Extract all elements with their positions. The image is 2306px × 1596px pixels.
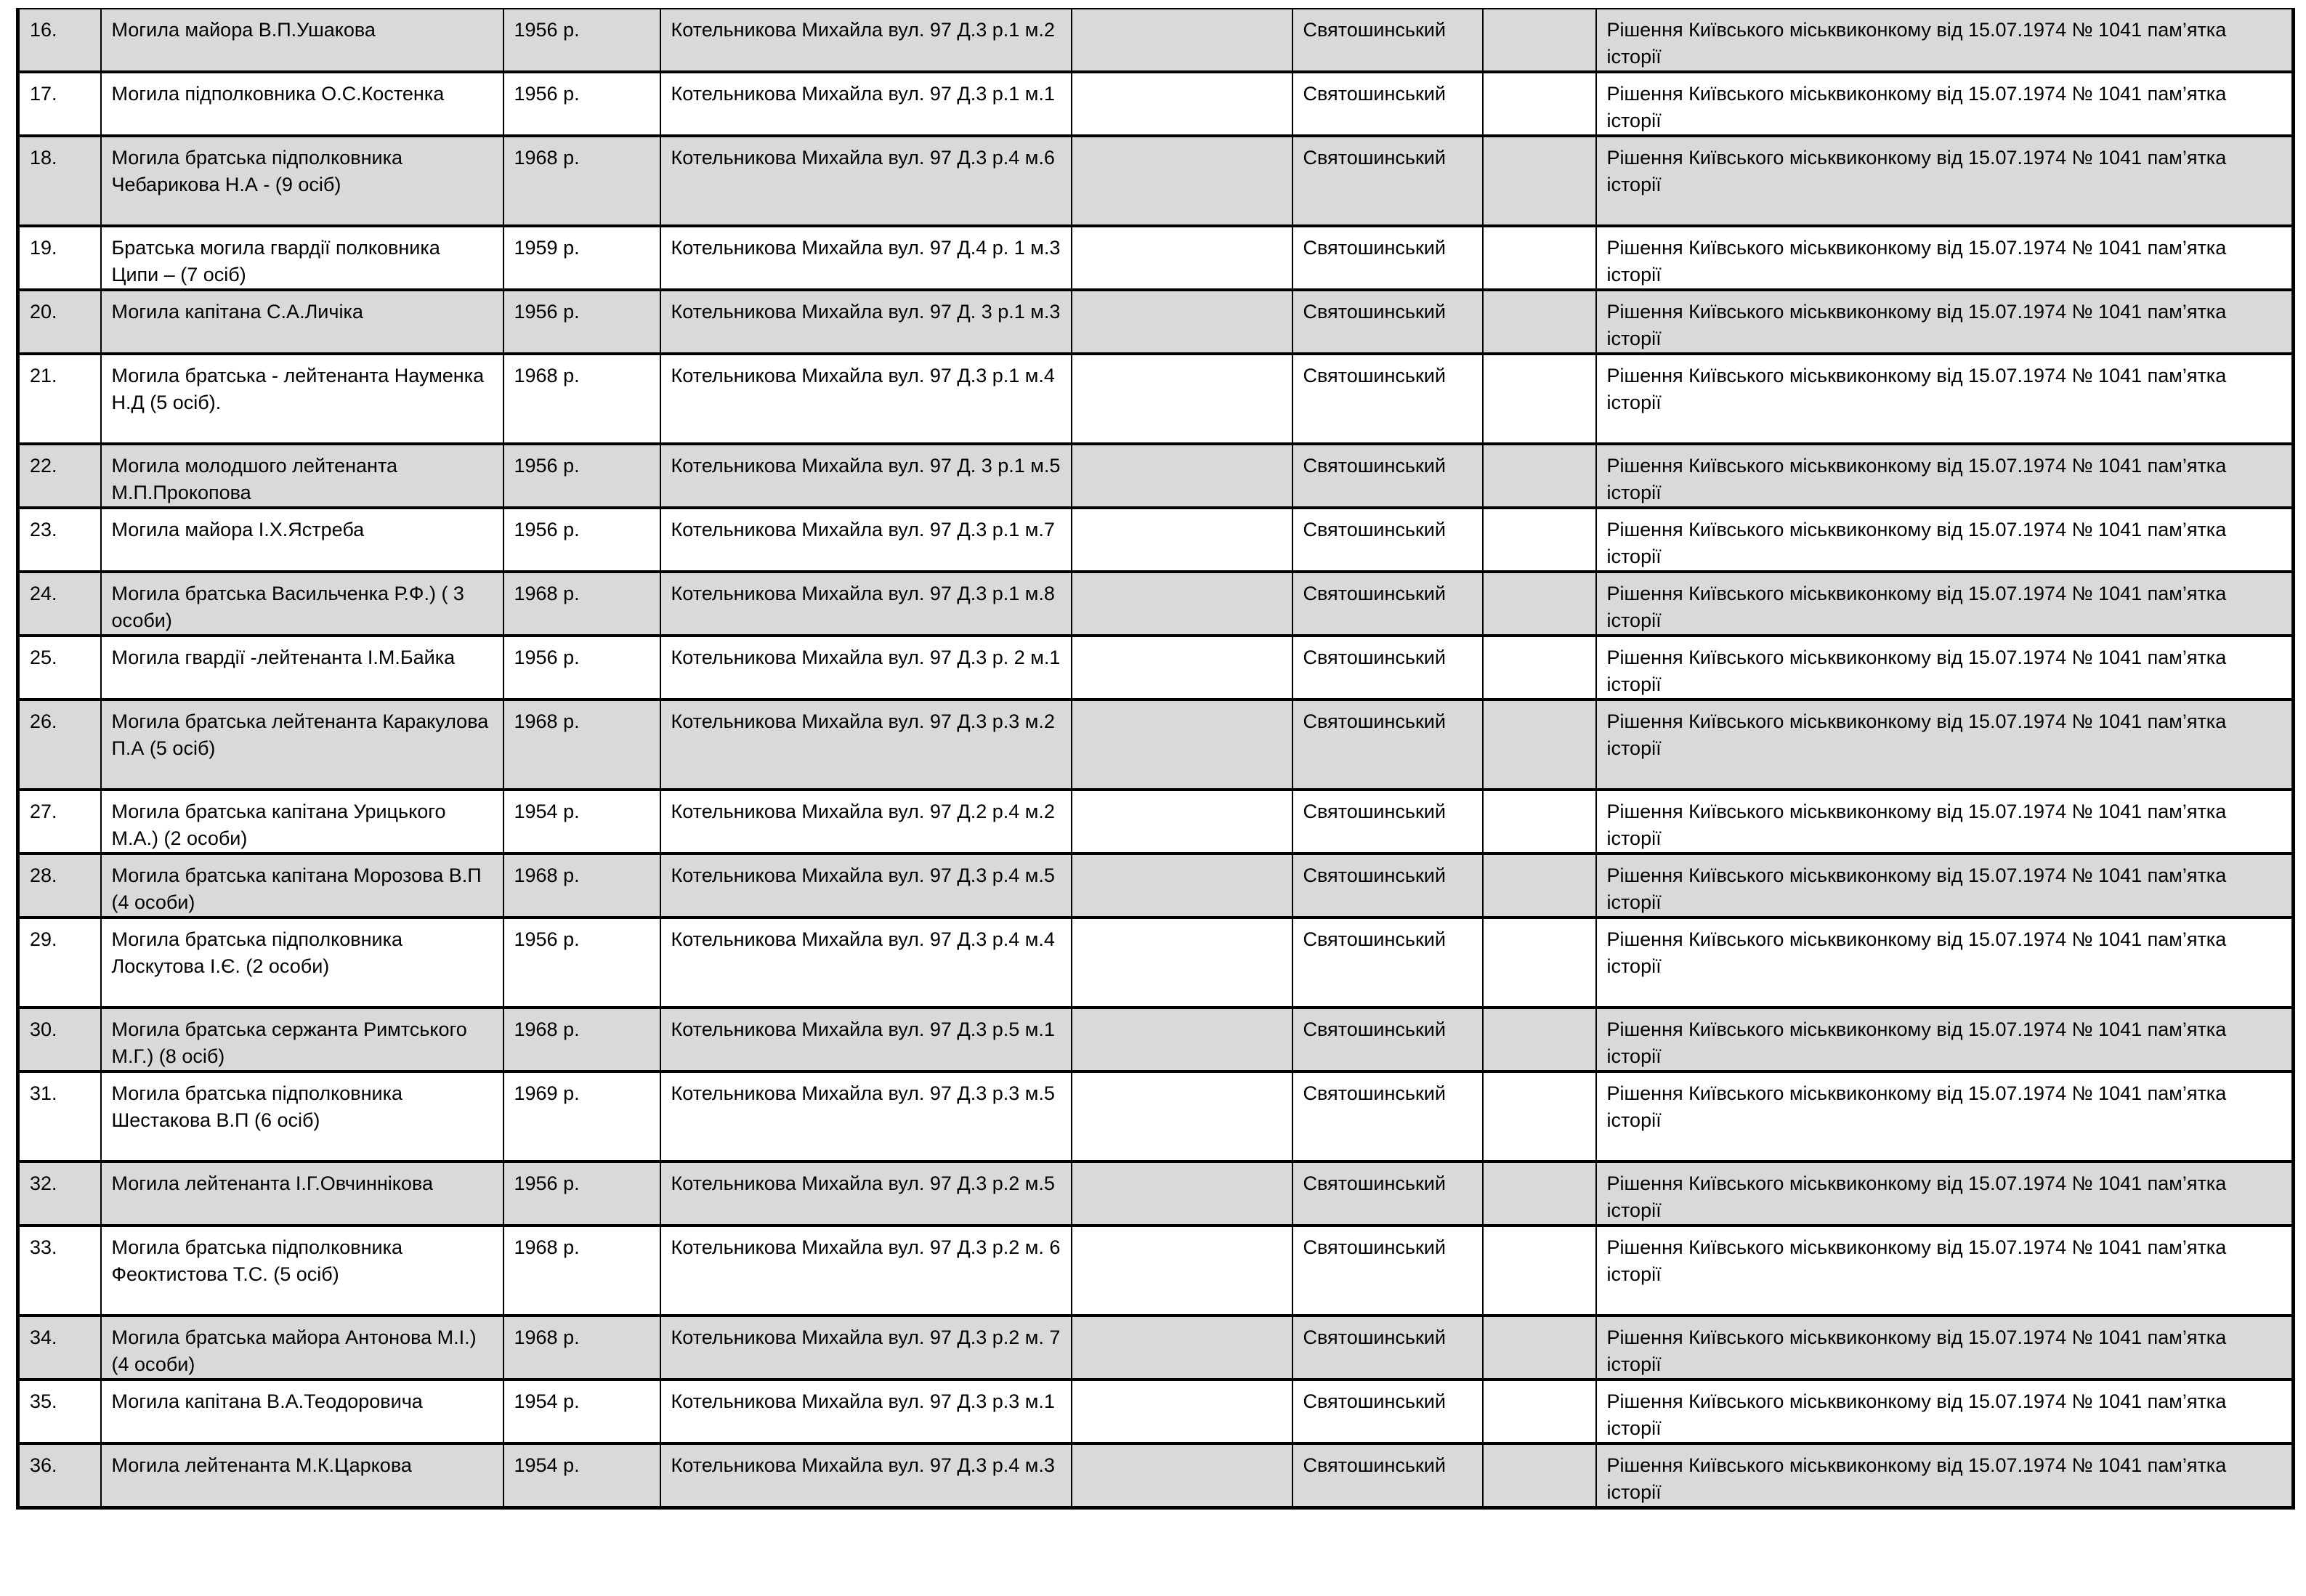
address-cell: Котельникова Михайла вул. 97 Д.3 р.4 м.5	[660, 854, 1072, 918]
empty-cell-cell	[1072, 700, 1292, 790]
empty-cell-cell	[1483, 226, 1596, 290]
document-page	[16, 8, 2291, 1510]
monument-name-cell: Братська могила гвардії полковника Ципи – (7 осіб)	[101, 226, 503, 290]
protection-document-cell: Рішення Київського міськвиконкому від 15.07.1974 № 1041 пам’ятка історії	[1596, 1072, 2294, 1162]
empty-cell-cell	[1483, 1316, 1596, 1380]
row-number-cell: 20.	[18, 290, 101, 354]
address-cell: Котельникова Михайла вул. 97 Д.3 р.3 м.5	[660, 1072, 1072, 1162]
row-number-cell: 24.	[18, 572, 101, 636]
row-number-cell: 30.	[18, 1008, 101, 1072]
empty-cell-cell	[1072, 918, 1292, 1008]
district-cell: Святошинський	[1292, 1380, 1483, 1443]
year-cell: 1968 р.	[503, 854, 660, 918]
protection-document-cell: Рішення Київського міськвиконкому від 15.07.1974 № 1041 пам’ятка історії	[1596, 1443, 2294, 1508]
year-cell: 1956 р.	[503, 9, 660, 72]
empty-cell-cell	[1072, 854, 1292, 918]
empty-cell-cell	[1072, 226, 1292, 290]
address-cell: Котельникова Михайла вул. 97 Д. 3 р.1 м.3	[660, 290, 1072, 354]
address-cell: Котельникова Михайла вул. 97 Д.4 р. 1 м.3	[660, 226, 1072, 290]
protection-document-cell: Рішення Київського міськвиконкому від 15.07.1974 № 1041 пам’ятка історії	[1596, 790, 2294, 854]
empty-cell-cell	[1072, 290, 1292, 354]
row-number-cell: 28.	[18, 854, 101, 918]
empty-cell-cell	[1072, 1226, 1292, 1316]
address-cell: Котельникова Михайла вул. 97 Д.3 р.1 м.2	[660, 9, 1072, 72]
table-row	[18, 572, 2294, 636]
empty-cell-cell	[1072, 1443, 1292, 1508]
table-row	[18, 136, 2294, 226]
address-cell: Котельникова Михайла вул. 97 Д.3 р.3 м.1	[660, 1380, 1072, 1443]
district-cell: Святошинський	[1292, 290, 1483, 354]
row-number-cell: 35.	[18, 1380, 101, 1443]
district-cell: Святошинський	[1292, 700, 1483, 790]
row-number-cell: 33.	[18, 1226, 101, 1316]
empty-cell-cell	[1072, 572, 1292, 636]
year-cell: 1968 р.	[503, 136, 660, 226]
monument-name-cell: Могила капітана С.А.Личіка	[101, 290, 503, 354]
district-cell: Святошинський	[1292, 790, 1483, 854]
address-cell: Котельникова Михайла вул. 97 Д.3 р.1 м.1	[660, 72, 1072, 136]
monument-name-cell: Могила молодшого лейтенанта М.П.Прокопова	[101, 444, 503, 508]
empty-cell-cell	[1483, 1226, 1596, 1316]
district-cell: Святошинський	[1292, 1443, 1483, 1508]
table-row	[18, 354, 2294, 444]
monument-name-cell: Могила братська підполковника Чебарикова Н.А - (9 осіб)	[101, 136, 503, 226]
table-row	[18, 1316, 2294, 1380]
empty-cell-cell	[1072, 1162, 1292, 1226]
empty-cell-cell	[1483, 444, 1596, 508]
monument-name-cell: Могила лейтенанта І.Г.Овчиннікова	[101, 1162, 503, 1226]
table-row	[18, 9, 2294, 72]
protection-document-cell: Рішення Київського міськвиконкому від 15.07.1974 № 1041 пам’ятка історії	[1596, 1008, 2294, 1072]
year-cell: 1954 р.	[503, 1443, 660, 1508]
year-cell: 1954 р.	[503, 790, 660, 854]
year-cell: 1969 р.	[503, 1072, 660, 1162]
empty-cell-cell	[1483, 854, 1596, 918]
protection-document-cell: Рішення Київського міськвиконкому від 15.07.1974 № 1041 пам’ятка історії	[1596, 226, 2294, 290]
address-cell: Котельникова Михайла вул. 97 Д.3 р.4 м.6	[660, 136, 1072, 226]
year-cell: 1968 р.	[503, 1316, 660, 1380]
protection-document-cell: Рішення Київського міськвиконкому від 15.07.1974 № 1041 пам’ятка історії	[1596, 354, 2294, 444]
address-cell: Котельникова Михайла вул. 97 Д.3 р.2 м.5	[660, 1162, 1072, 1226]
row-number-cell: 29.	[18, 918, 101, 1008]
empty-cell-cell	[1072, 1008, 1292, 1072]
district-cell: Святошинський	[1292, 9, 1483, 72]
monument-name-cell: Могила братська лейтенанта Каракулова П.А (5 осіб)	[101, 700, 503, 790]
row-number-cell: 21.	[18, 354, 101, 444]
year-cell: 1954 р.	[503, 1380, 660, 1443]
empty-cell-cell	[1072, 354, 1292, 444]
protection-document-cell: Рішення Київського міськвиконкому від 15.07.1974 № 1041 пам’ятка історії	[1596, 854, 2294, 918]
monument-name-cell: Могила братська капітана Урицького М.А.) (2 особи)	[101, 790, 503, 854]
empty-cell-cell	[1483, 136, 1596, 226]
year-cell: 1968 р.	[503, 700, 660, 790]
district-cell: Святошинський	[1292, 136, 1483, 226]
row-number-cell: 25.	[18, 636, 101, 700]
monument-name-cell: Могила лейтенанта М.К.Царкова	[101, 1443, 503, 1508]
district-cell: Святошинський	[1292, 226, 1483, 290]
year-cell: 1968 р.	[503, 354, 660, 444]
table-row	[18, 1380, 2294, 1443]
protection-document-cell: Рішення Київського міськвиконкому від 15.07.1974 № 1041 пам’ятка історії	[1596, 136, 2294, 226]
monument-name-cell: Могила майора В.П.Ушакова	[101, 9, 503, 72]
table-row	[18, 226, 2294, 290]
row-number-cell: 36.	[18, 1443, 101, 1508]
monument-name-cell: Могила гвардії -лейтенанта І.М.Байка	[101, 636, 503, 700]
table-body	[18, 9, 2294, 1508]
empty-cell-cell	[1483, 636, 1596, 700]
protection-document-cell: Рішення Київського міськвиконкому від 15.07.1974 № 1041 пам’ятка історії	[1596, 700, 2294, 790]
address-cell: Котельникова Михайла вул. 97 Д.3 р.2 м. 7	[660, 1316, 1072, 1380]
empty-cell-cell	[1072, 790, 1292, 854]
empty-cell-cell	[1072, 136, 1292, 226]
row-number-cell: 16.	[18, 9, 101, 72]
district-cell: Святошинський	[1292, 572, 1483, 636]
empty-cell-cell	[1072, 636, 1292, 700]
protection-document-cell: Рішення Київського міськвиконкому від 15.07.1974 № 1041 пам’ятка історії	[1596, 1162, 2294, 1226]
table-row	[18, 1008, 2294, 1072]
district-cell: Святошинський	[1292, 72, 1483, 136]
protection-document-cell: Рішення Київського міськвиконкому від 15.07.1974 № 1041 пам’ятка історії	[1596, 1226, 2294, 1316]
protection-document-cell: Рішення Київського міськвиконкому від 15.07.1974 № 1041 пам’ятка історії	[1596, 1316, 2294, 1380]
empty-cell-cell	[1483, 700, 1596, 790]
row-number-cell: 32.	[18, 1162, 101, 1226]
monument-name-cell: Могила братська підполковника Лоскутова І.Є. (2 особи)	[101, 918, 503, 1008]
address-cell: Котельникова Михайла вул. 97 Д.3 р.1 м.4	[660, 354, 1072, 444]
address-cell: Котельникова Михайла вул. 97 Д.3 р.1 м.7	[660, 508, 1072, 572]
empty-cell-cell	[1072, 1316, 1292, 1380]
address-cell: Котельникова Михайла вул. 97 Д.3 р.2 м. 6	[660, 1226, 1072, 1316]
district-cell: Святошинський	[1292, 918, 1483, 1008]
address-cell: Котельникова Михайла вул. 97 Д.3 р.4 м.4	[660, 918, 1072, 1008]
address-cell: Котельникова Михайла вул. 97 Д.3 р.4 м.3	[660, 1443, 1072, 1508]
row-number-cell: 17.	[18, 72, 101, 136]
row-number-cell: 31.	[18, 1072, 101, 1162]
address-cell: Котельникова Михайла вул. 97 Д.3 р. 2 м.1	[660, 636, 1072, 700]
table-row	[18, 1226, 2294, 1316]
monument-name-cell: Могила капітана В.А.Теодоровича	[101, 1380, 503, 1443]
row-number-cell: 26.	[18, 700, 101, 790]
empty-cell-cell	[1072, 1380, 1292, 1443]
address-cell: Котельникова Михайла вул. 97 Д.2 р.4 м.2	[660, 790, 1072, 854]
table-row	[18, 918, 2294, 1008]
year-cell: 1968 р.	[503, 1226, 660, 1316]
district-cell: Святошинський	[1292, 1162, 1483, 1226]
protection-document-cell: Рішення Київського міськвиконкому від 15.07.1974 № 1041 пам’ятка історії	[1596, 9, 2294, 72]
protection-document-cell: Рішення Київського міськвиконкому від 15.07.1974 № 1041 пам’ятка історії	[1596, 572, 2294, 636]
protection-document-cell: Рішення Київського міськвиконкому від 15.07.1974 № 1041 пам’ятка історії	[1596, 508, 2294, 572]
protection-document-cell: Рішення Київського міськвиконкому від 15.07.1974 № 1041 пам’ятка історії	[1596, 72, 2294, 136]
empty-cell-cell	[1483, 790, 1596, 854]
year-cell: 1956 р.	[503, 636, 660, 700]
monument-name-cell: Могила братська сержанта Римтського М.Г.) (8 осіб)	[101, 1008, 503, 1072]
table-row	[18, 1443, 2294, 1508]
table-row	[18, 854, 2294, 918]
monument-name-cell: Могила братська - лейтенанта Науменка Н.Д (5 осіб).	[101, 354, 503, 444]
monument-name-cell: Могила підполковника О.С.Костенка	[101, 72, 503, 136]
district-cell: Святошинський	[1292, 1072, 1483, 1162]
table-row	[18, 72, 2294, 136]
monument-name-cell: Могила братська підполковника Феоктистова Т.С. (5 осіб)	[101, 1226, 503, 1316]
empty-cell-cell	[1072, 72, 1292, 136]
table-row	[18, 636, 2294, 700]
year-cell: 1959 р.	[503, 226, 660, 290]
table-row	[18, 790, 2294, 854]
row-number-cell: 27.	[18, 790, 101, 854]
empty-cell-cell	[1483, 1380, 1596, 1443]
year-cell: 1956 р.	[503, 508, 660, 572]
empty-cell-cell	[1483, 1162, 1596, 1226]
year-cell: 1968 р.	[503, 572, 660, 636]
row-number-cell: 22.	[18, 444, 101, 508]
table-row	[18, 508, 2294, 572]
empty-cell-cell	[1072, 1072, 1292, 1162]
address-cell: Котельникова Михайла вул. 97 Д.3 р.3 м.2	[660, 700, 1072, 790]
monument-name-cell: Могила майора І.Х.Ястреба	[101, 508, 503, 572]
monument-name-cell: Могила братська майора Антонова М.І.) (4 особи)	[101, 1316, 503, 1380]
empty-cell-cell	[1483, 72, 1596, 136]
empty-cell-cell	[1072, 9, 1292, 72]
row-number-cell: 18.	[18, 136, 101, 226]
address-cell: Котельникова Михайла вул. 97 Д.3 р.1 м.8	[660, 572, 1072, 636]
row-number-cell: 34.	[18, 1316, 101, 1380]
year-cell: 1956 р.	[503, 72, 660, 136]
empty-cell-cell	[1483, 290, 1596, 354]
empty-cell-cell	[1483, 354, 1596, 444]
year-cell: 1956 р.	[503, 444, 660, 508]
empty-cell-cell	[1483, 508, 1596, 572]
empty-cell-cell	[1072, 444, 1292, 508]
monument-name-cell: Могила братська капітана Морозова В.П (4 особи)	[101, 854, 503, 918]
protection-document-cell: Рішення Київського міськвиконкому від 15.07.1974 № 1041 пам’ятка історії	[1596, 918, 2294, 1008]
district-cell: Святошинський	[1292, 444, 1483, 508]
empty-cell-cell	[1483, 918, 1596, 1008]
table-row	[18, 700, 2294, 790]
empty-cell-cell	[1483, 572, 1596, 636]
district-cell: Святошинський	[1292, 354, 1483, 444]
monument-name-cell: Могила братська Васильченка Р.Ф.) ( 3 особи)	[101, 572, 503, 636]
protection-document-cell: Рішення Київського міськвиконкому від 15.07.1974 № 1041 пам’ятка історії	[1596, 1380, 2294, 1443]
table-row	[18, 1162, 2294, 1226]
empty-cell-cell	[1483, 1072, 1596, 1162]
row-number-cell: 23.	[18, 508, 101, 572]
table-row	[18, 290, 2294, 354]
address-cell: Котельникова Михайла вул. 97 Д. 3 р.1 м.5	[660, 444, 1072, 508]
empty-cell-cell	[1483, 1443, 1596, 1508]
empty-cell-cell	[1072, 508, 1292, 572]
district-cell: Святошинський	[1292, 636, 1483, 700]
empty-cell-cell	[1483, 9, 1596, 72]
protection-document-cell: Рішення Київського міськвиконкому від 15.07.1974 № 1041 пам’ятка історії	[1596, 636, 2294, 700]
district-cell: Святошинський	[1292, 1226, 1483, 1316]
year-cell: 1968 р.	[503, 1008, 660, 1072]
district-cell: Святошинський	[1292, 1008, 1483, 1072]
district-cell: Святошинський	[1292, 854, 1483, 918]
year-cell: 1956 р.	[503, 290, 660, 354]
row-number-cell: 19.	[18, 226, 101, 290]
protection-document-cell: Рішення Київського міськвиконкому від 15.07.1974 № 1041 пам’ятка історії	[1596, 444, 2294, 508]
year-cell: 1956 р.	[503, 918, 660, 1008]
monuments-table	[16, 8, 2295, 1510]
district-cell: Святошинський	[1292, 1316, 1483, 1380]
district-cell: Святошинський	[1292, 508, 1483, 572]
year-cell: 1956 р.	[503, 1162, 660, 1226]
address-cell: Котельникова Михайла вул. 97 Д.3 р.5 м.1	[660, 1008, 1072, 1072]
protection-document-cell: Рішення Київського міськвиконкому від 15.07.1974 № 1041 пам’ятка історії	[1596, 290, 2294, 354]
empty-cell-cell	[1483, 1008, 1596, 1072]
table-row	[18, 444, 2294, 508]
monument-name-cell: Могила братська підполковника Шестакова В.П (6 осіб)	[101, 1072, 503, 1162]
table-row	[18, 1072, 2294, 1162]
